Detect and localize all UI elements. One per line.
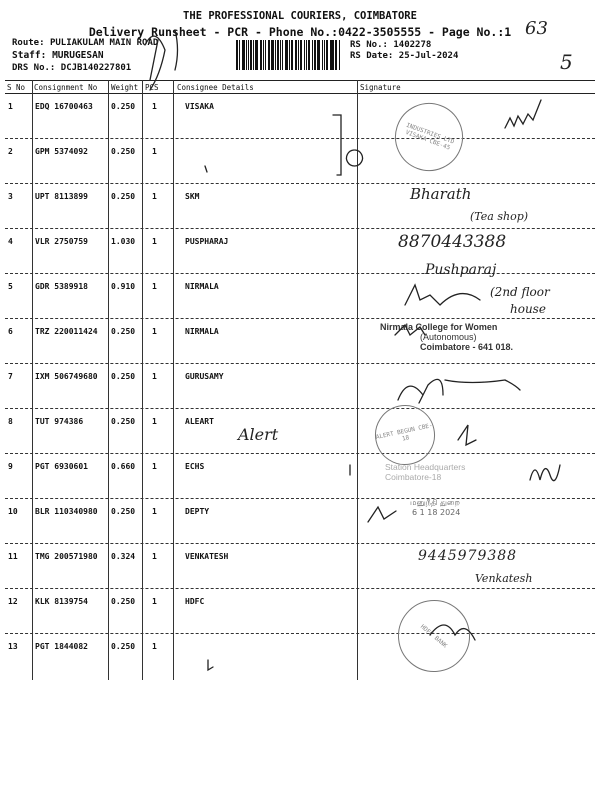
row-serial-number: 12 [8, 597, 18, 606]
row-weight: 0.250 [111, 597, 136, 606]
route-value: PULIAKULAM MAIN ROAD [49, 38, 159, 48]
row-pcs: 1 [152, 372, 157, 381]
corner-note-bottom: 5 [560, 50, 573, 74]
row-consignee: SKM [185, 192, 200, 201]
handwriting-row5a: Pushparaj [425, 262, 497, 278]
row-weight: 0.250 [111, 327, 136, 336]
signature-row6 [395, 325, 425, 335]
row-pcs: 1 [152, 237, 157, 246]
row-consignment-number: TRZ 220011424 [35, 327, 98, 336]
row-consignee: ECHS [185, 462, 205, 471]
row-consignment-number: BLR 110340980 [35, 507, 98, 516]
row-consignment-number: GPM 5374092 [35, 147, 88, 156]
row-consignment-number: PGT 1844082 [35, 642, 88, 651]
signature-row10 [368, 507, 396, 522]
signature-row12 [430, 625, 475, 640]
bracket-mark-row1 [333, 115, 341, 175]
row-pcs: 1 [152, 192, 157, 201]
row-weight: 0.324 [111, 552, 136, 561]
row-serial-number: 7 [8, 372, 13, 381]
staff-line-mark [175, 30, 178, 70]
row-consignment-number: GDR 5389918 [35, 282, 88, 291]
handwriting-row4: 8870443388 [398, 232, 507, 252]
row-pcs: 1 [152, 507, 157, 516]
row-pcs: 1 [152, 552, 157, 561]
row-consignee: NIRMALA [185, 282, 219, 291]
row-consignee: VISAKA [185, 102, 214, 111]
row-serial-number: 3 [8, 192, 13, 201]
rs-date-value: 25-Jul-2024 [398, 51, 459, 61]
row-weight: 0.660 [111, 462, 136, 471]
company-title: THE PROFESSIONAL COURIERS, COIMBATORE [183, 10, 417, 22]
col-header-sno: S No [7, 83, 26, 92]
nirmala-stamp: Nirmala College for Women (Autonomous) Coimbatore - 641 018. [380, 322, 514, 352]
row-consignment-number: TUT 974386 [35, 417, 84, 426]
handwriting-row11a: 9445979388 [418, 548, 518, 564]
col-header-consignment: Consignment No [34, 83, 98, 92]
row-consignment-number: KLK 8139754 [35, 597, 88, 606]
row-consignment-number: VLR 2750759 [35, 237, 88, 246]
row-consignment-number: UPT 8113899 [35, 192, 88, 201]
handwriting-row3b: (Tea shop) [470, 210, 529, 223]
row-serial-number: 11 [8, 552, 18, 561]
row-serial-number: 5 [8, 282, 13, 291]
row-weight: 0.250 [111, 192, 136, 201]
corner-note-top: 63 [525, 18, 548, 39]
row-serial-number: 2 [8, 147, 13, 156]
row-pcs: 1 [152, 462, 157, 471]
signature-row5 [405, 285, 480, 305]
route-line: Route: PULIAKULAM MAIN ROAD [12, 38, 159, 48]
row-pcs: 1 [152, 597, 157, 606]
signature-row7 [398, 379, 520, 403]
row-consignee: PUSPHARAJ [185, 237, 229, 246]
signature-row1-scribble [505, 100, 541, 128]
row-consignee: DEPTY [185, 507, 210, 516]
col-header-consignee: Consignee Details [177, 83, 254, 92]
rs-date-line: RS Date: 25-Jul-2024 [350, 51, 459, 61]
handwriting-row5b: (2nd floor [490, 285, 550, 299]
row-pcs: 1 [152, 417, 157, 426]
row-consignment-number: TMG 200571980 [35, 552, 98, 561]
drs-line: DRS No.: DCJB140227801 [12, 63, 132, 73]
handwriting-row5c: house [510, 302, 546, 316]
col-header-pcs: PCS [145, 83, 159, 92]
row-serial-number: 13 [8, 642, 18, 651]
row-serial-number: 10 [8, 507, 18, 516]
handwriting-row8: Alert [238, 425, 279, 444]
staff-value: MURUGESAN [52, 50, 104, 61]
runsheet-title: Delivery Runsheet - PCR - Phone No.:0422-3505555 - Page No.:1 [88, 25, 512, 39]
echs-stamp: Station Headquarters Coimbatore-18 [385, 462, 466, 482]
row-weight: 0.250 [111, 372, 136, 381]
row-serial-number: 4 [8, 237, 13, 246]
row-consignee: HDFC [185, 597, 205, 606]
signature-row9 [530, 465, 560, 481]
row-pcs: 1 [152, 147, 157, 156]
col-header-signature: Signature [360, 83, 401, 92]
row-pcs: 1 [152, 282, 157, 291]
mark-row13 [208, 660, 213, 670]
col-header-weight: Weight [111, 83, 139, 92]
row-consignee: VENKATESH [185, 552, 229, 561]
row-weight: 0.910 [111, 282, 136, 291]
row-serial-number: 8 [8, 417, 13, 426]
row-pcs: 1 [152, 327, 157, 336]
row-consignment-number: IXM 506749680 [35, 372, 98, 381]
handwriting-row3: Bharath [410, 185, 472, 203]
drs-value: DCJB140227801 [60, 63, 132, 73]
row-weight: 0.250 [111, 147, 136, 156]
visaka-stamp: INDUSTRIES LTD VISAKA CBE-45 [385, 93, 472, 180]
row-serial-number: 1 [8, 102, 13, 111]
alert-stamp: ALERT BEGUN CBE-18 [369, 399, 440, 470]
signature-row8 [458, 425, 476, 445]
route-scribble [145, 36, 165, 90]
row-weight: 0.250 [111, 102, 136, 111]
deputy-stamp: மனுநீதி துறை 6 1 18 2024 [410, 498, 461, 517]
row-weight: 1.030 [111, 237, 136, 246]
row-weight: 0.250 [111, 642, 136, 651]
hdfc-stamp: HDFC BANK [383, 585, 484, 686]
row-serial-number: 9 [8, 462, 13, 471]
rs-no-value: 1402278 [393, 40, 432, 50]
row-consignee: ALEART [185, 417, 214, 426]
row-consignment-number: PGT 6930601 [35, 462, 88, 471]
handwriting-row11b: Venkatesh [475, 572, 533, 585]
mark-row2 [205, 166, 207, 172]
row-weight: 0.250 [111, 507, 136, 516]
row-consignee: NIRMALA [185, 327, 219, 336]
staff-line: Staff: MURUGESAN [12, 50, 104, 61]
circle-mark-row2 [347, 150, 363, 166]
rs-no-line: RS No.: 1402278 [350, 40, 432, 50]
row-pcs: 1 [152, 642, 157, 651]
row-weight: 0.250 [111, 417, 136, 426]
row-serial-number: 6 [8, 327, 13, 336]
row-pcs: 1 [152, 102, 157, 111]
row-consignee: GURUSAMY [185, 372, 224, 381]
row-consignment-number: EDQ 16700463 [35, 102, 93, 111]
